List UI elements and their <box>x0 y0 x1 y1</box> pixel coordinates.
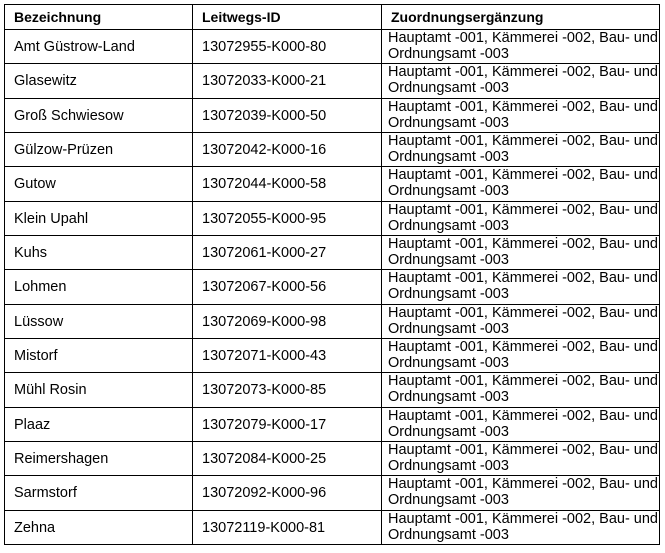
header-zuordnungsergaenzung-text: Zuordnungsergänzung <box>391 9 544 25</box>
cell-zuordnung <box>382 270 660 304</box>
cell-leitwegs-id-text: 13072084-K000-25 <box>202 451 327 468</box>
cell-bezeichnung <box>5 476 193 510</box>
cell-bezeichnung-text: Gülzow-Prüzen <box>14 142 114 159</box>
cell-leitwegs-id-text: 13072055-K000-95 <box>202 210 327 227</box>
cell-zuordnung-text: Hauptamt -001, Kämmerei -002, Bau- und Ordnungsamt -003 <box>388 476 658 509</box>
cell-leitwegs-id <box>193 64 382 98</box>
cell-leitwegs-id <box>193 167 382 201</box>
cell-leitwegs-id-text: 13072955-K000-80 <box>202 39 327 55</box>
cell-zuordnung <box>382 167 660 201</box>
cell-zuordnung <box>382 304 660 338</box>
table-row <box>5 133 660 167</box>
cell-bezeichnung-text: Sarmstorf <box>14 485 77 502</box>
cell-leitwegs-id <box>193 133 382 167</box>
cell-zuordnung <box>382 407 660 441</box>
table-row <box>5 510 660 544</box>
header-leitwegs-id <box>193 5 382 30</box>
table-row <box>5 64 660 98</box>
table-row <box>5 339 660 373</box>
cell-zuordnung-text: Hauptamt -001, Kämmerei -002, Bau- und Ordnungsamt -003 <box>388 407 658 440</box>
table-row <box>5 201 660 235</box>
cell-zuordnung-text: Hauptamt -001, Kämmerei -002, Bau- und Ordnungsamt -003 <box>388 339 658 372</box>
cell-zuordnung-text: Hauptamt -001, Kämmerei -002, Bau- und Ordnungsamt -003 <box>388 270 658 303</box>
header-row <box>5 5 660 30</box>
cell-bezeichnung <box>5 64 193 98</box>
cell-bezeichnung <box>5 339 193 373</box>
cell-leitwegs-id <box>193 339 382 373</box>
header-zuordnungsergaenzung <box>382 5 660 30</box>
cell-bezeichnung-text: Lüssow <box>14 313 64 330</box>
cell-bezeichnung <box>5 133 193 167</box>
cell-bezeichnung <box>5 270 193 304</box>
cell-bezeichnung-text: Kuhs <box>14 245 48 262</box>
cell-leitwegs-id <box>193 304 382 338</box>
cell-leitwegs-id <box>193 407 382 441</box>
cell-leitwegs-id-text: 13072061-K000-27 <box>202 245 327 262</box>
table-row <box>5 407 660 441</box>
cell-zuordnung <box>382 442 660 476</box>
table-row <box>5 98 660 132</box>
cell-leitwegs-id-text: 13072092-K000-96 <box>202 485 327 502</box>
cell-leitwegs-id <box>193 98 382 132</box>
cell-bezeichnung-text: Reimershagen <box>14 451 109 468</box>
cell-leitwegs-id-text: 13072039-K000-50 <box>202 107 327 124</box>
cell-leitwegs-id-text: 13072073-K000-85 <box>202 382 327 399</box>
table-row <box>5 442 660 476</box>
table-body <box>5 30 660 545</box>
cell-bezeichnung-text: Zehna <box>14 519 56 536</box>
table-row <box>5 476 660 510</box>
cell-leitwegs-id-text: 13072067-K000-56 <box>202 279 327 296</box>
cell-leitwegs-id-text: 13072119-K000-81 <box>202 519 326 536</box>
cell-zuordnung <box>382 98 660 132</box>
cell-zuordnung-text: Hauptamt -001, Kämmerei -002, Bau- und Ordnungsamt -003 <box>388 167 658 200</box>
cell-zuordnung <box>382 373 660 407</box>
cell-bezeichnung <box>5 167 193 201</box>
cell-zuordnung-text: Hauptamt -001, Kämmerei -002, Bau- und Ordnungsamt -003 <box>388 30 658 62</box>
table-row <box>5 304 660 338</box>
cell-leitwegs-id <box>193 236 382 270</box>
cell-bezeichnung-text: Plaaz <box>14 416 51 433</box>
cell-leitwegs-id-text: 13072044-K000-58 <box>202 176 327 193</box>
cell-zuordnung-text: Hauptamt -001, Kämmerei -002, Bau- und Ordnungsamt -003 <box>388 442 658 475</box>
cell-zuordnung <box>382 476 660 510</box>
cell-bezeichnung <box>5 201 193 235</box>
cell-bezeichnung-text: Groß Schwiesow <box>14 107 124 124</box>
cell-leitwegs-id-text: 13072071-K000-43 <box>202 348 327 365</box>
cell-bezeichnung-text: Mühl Rosin <box>14 382 87 399</box>
cell-zuordnung <box>382 64 660 98</box>
cell-leitwegs-id <box>193 270 382 304</box>
cell-zuordnung-text: Hauptamt -001, Kämmerei -002, Bau- und Ordnungsamt -003 <box>388 64 658 97</box>
cell-bezeichnung <box>5 236 193 270</box>
cell-leitwegs-id <box>193 30 382 64</box>
cell-zuordnung-text: Hauptamt -001, Kämmerei -002, Bau- und Ordnungsamt -003 <box>388 98 658 131</box>
cell-leitwegs-id <box>193 476 382 510</box>
table-row <box>5 30 660 64</box>
cell-zuordnung-text: Hauptamt -001, Kämmerei -002, Bau- und Ordnungsamt -003 <box>388 133 658 166</box>
cell-bezeichnung-text: Gutow <box>14 176 56 193</box>
cell-bezeichnung-text: Amt Güstrow-Land <box>14 39 135 55</box>
table-row <box>5 373 660 407</box>
cell-leitwegs-id <box>193 373 382 407</box>
cell-leitwegs-id-text: 13072069-K000-98 <box>202 313 327 330</box>
cell-zuordnung <box>382 30 660 64</box>
header-bezeichnung-text: Bezeichnung <box>14 9 102 25</box>
cell-leitwegs-id-text: 13072033-K000-21 <box>202 73 327 90</box>
table-row <box>5 167 660 201</box>
cell-leitwegs-id <box>193 201 382 235</box>
cell-bezeichnung-text: Mistorf <box>14 348 58 365</box>
cell-zuordnung <box>382 236 660 270</box>
cell-zuordnung-text: Hauptamt -001, Kämmerei -002, Bau- und Ordnungsamt -003 <box>388 236 658 269</box>
cell-bezeichnung-text: Glasewitz <box>14 73 77 90</box>
cell-zuordnung-text: Hauptamt -001, Kämmerei -002, Bau- und Ordnungsamt -003 <box>388 201 658 234</box>
header-leitwegs-id-text: Leitwegs-ID <box>202 9 281 25</box>
cell-zuordnung <box>382 201 660 235</box>
cell-bezeichnung <box>5 510 193 544</box>
cell-bezeichnung <box>5 442 193 476</box>
cell-bezeichnung-text: Lohmen <box>14 279 67 296</box>
cell-zuordnung-text: Hauptamt -001, Kämmerei -002, Bau- und Ordnungsamt -003 <box>388 304 658 337</box>
cell-zuordnung <box>382 339 660 373</box>
cell-zuordnung-text: Hauptamt -001, Kämmerei -002, Bau- und Ordnungsamt -003 <box>388 373 658 406</box>
cell-bezeichnung <box>5 98 193 132</box>
table-row <box>5 236 660 270</box>
header-bezeichnung <box>5 5 193 30</box>
cell-bezeichnung <box>5 407 193 441</box>
cell-zuordnung <box>382 133 660 167</box>
cell-zuordnung <box>382 510 660 544</box>
cell-leitwegs-id-text: 13072079-K000-17 <box>202 416 327 433</box>
cell-bezeichnung <box>5 30 193 64</box>
cell-bezeichnung <box>5 304 193 338</box>
cell-leitwegs-id <box>193 442 382 476</box>
cell-bezeichnung-text: Klein Upahl <box>14 210 89 227</box>
cell-leitwegs-id-text: 13072042-K000-16 <box>202 142 327 159</box>
table-row <box>5 270 660 304</box>
cell-zuordnung-text: Hauptamt -001, Kämmerei -002, Bau- und Ordnungsamt -003 <box>388 510 658 543</box>
leitweg-table <box>4 4 660 545</box>
cell-leitwegs-id <box>193 510 382 544</box>
cell-bezeichnung <box>5 373 193 407</box>
